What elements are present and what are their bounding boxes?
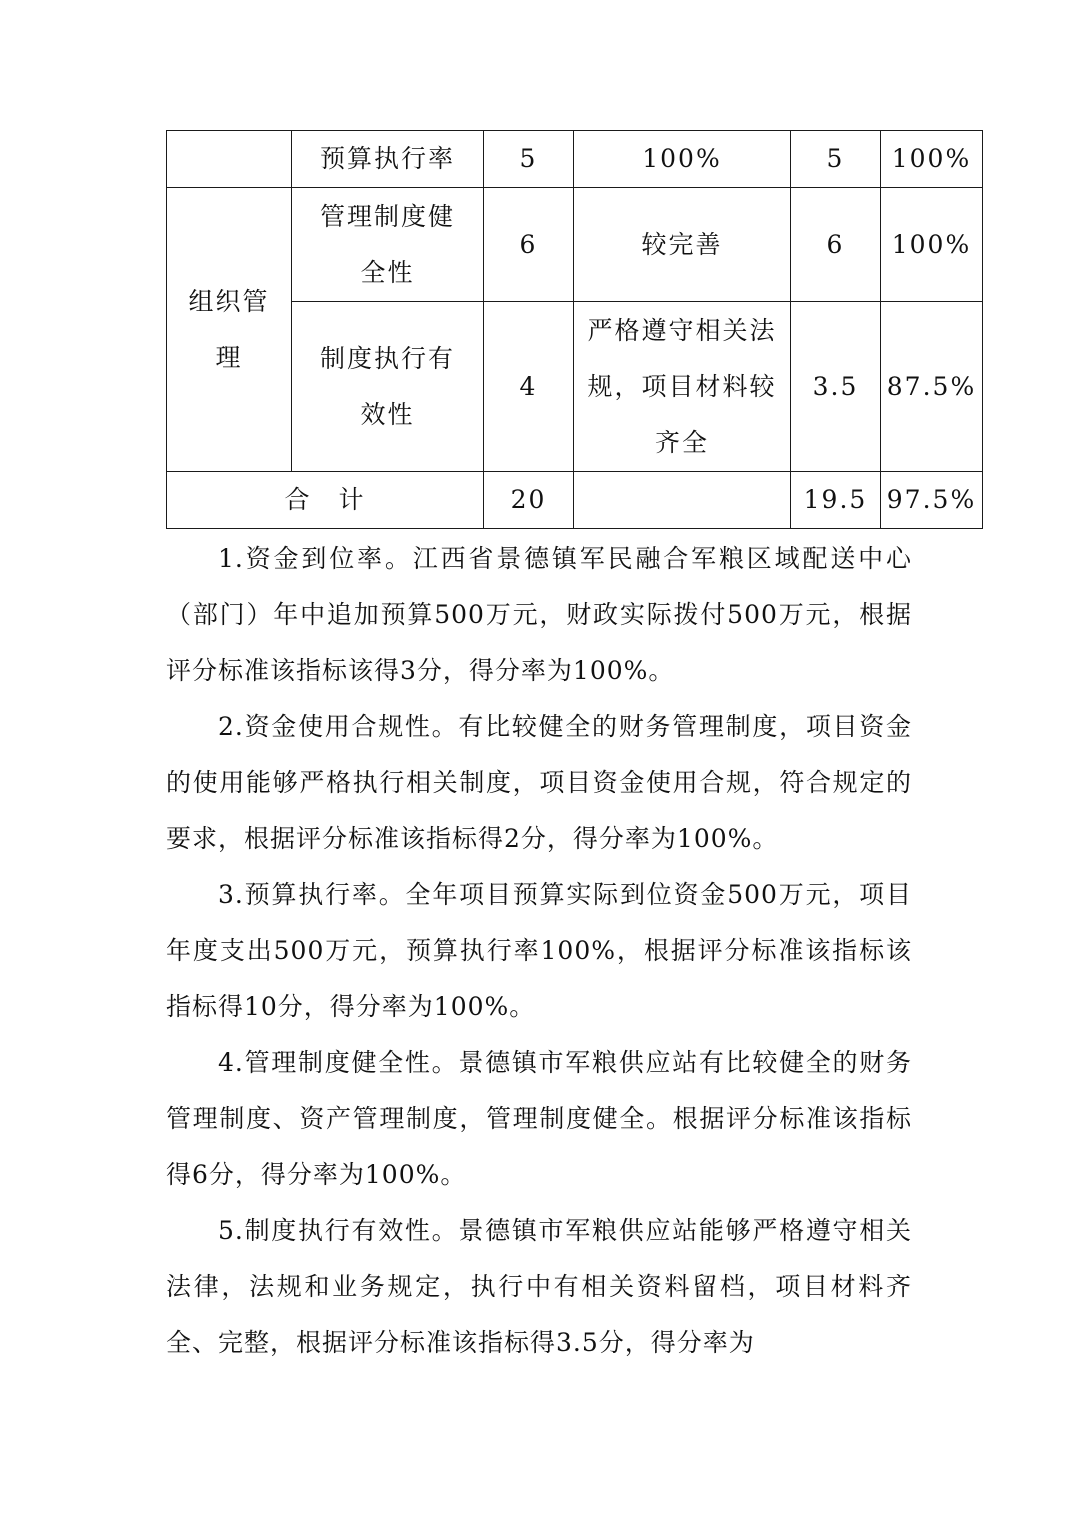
- total-rate-cell: 97.5%: [881, 472, 983, 529]
- paragraph-fund-compliance: 2.资金使用合规性。有比较健全的财务管理制度，项目资金的使用能够严格执行相关制度，项目资金使用合规，符合规定的要求，根据评分标准该指标得2分，得分率为100%。: [166, 712, 912, 853]
- score-table: [166, 130, 983, 529]
- standard-cell: 严格遵守相关法规，项目材料较齐全: [574, 302, 791, 472]
- paragraph-funding-rate: 1.资金到位率。江西省景德镇军民融合军粮区域配送中心（部门）年中追加预算500万元，财政实际拨付500万元，根据评分标准该指标该得3分，得分率为100%。: [166, 544, 912, 685]
- standard-cell: 较完善: [574, 188, 791, 302]
- weight-cell: 5: [484, 131, 574, 188]
- category-cell: 组织管理: [167, 188, 292, 472]
- score-cell: 6: [791, 188, 881, 302]
- indicator-cell: 预算执行率: [292, 131, 484, 188]
- category-cell: [167, 131, 292, 188]
- total-weight-cell: 20: [484, 472, 574, 529]
- weight-cell: 4: [484, 302, 574, 472]
- score-cell: 5: [791, 131, 881, 188]
- paragraph-system-effectiveness: 5.制度执行有效性。景德镇市军粮供应站能够严格遵守相关法律，法规和业务规定，执行中有相关资料留档，项目材料齐全、完整，根据评分标准该指标得3.5分，得分率为: [166, 1216, 912, 1357]
- paragraph-budget-execution: 3.预算执行率。全年项目预算实际到位资金500万元，项目年度支出500万元，预算执行率100%，根据评分标准该指标该指标得10分，得分率为100%。: [166, 880, 912, 1021]
- score-cell: 3.5: [791, 302, 881, 472]
- weight-cell: 6: [484, 188, 574, 302]
- table-row: [167, 188, 983, 302]
- total-standard-cell: [574, 472, 791, 529]
- total-score-cell: 19.5: [791, 472, 881, 529]
- paragraph-management-system: 4.管理制度健全性。景德镇市军粮供应站有比较健全的财务管理制度、资产管理制度，管理制度健全。根据评分标准该指标得6分，得分率为100%。: [166, 1048, 912, 1189]
- rate-cell: 87.5%: [881, 302, 983, 472]
- indicator-cell: 管理制度健全性: [292, 188, 484, 302]
- table-row: [167, 131, 983, 188]
- standard-cell: 100%: [574, 131, 791, 188]
- indicator-cell: 制度执行有效性: [292, 302, 484, 472]
- total-row: [167, 472, 983, 529]
- rate-cell: 100%: [881, 131, 983, 188]
- total-label-cell: 合 计: [167, 472, 484, 529]
- rate-cell: 100%: [881, 188, 983, 302]
